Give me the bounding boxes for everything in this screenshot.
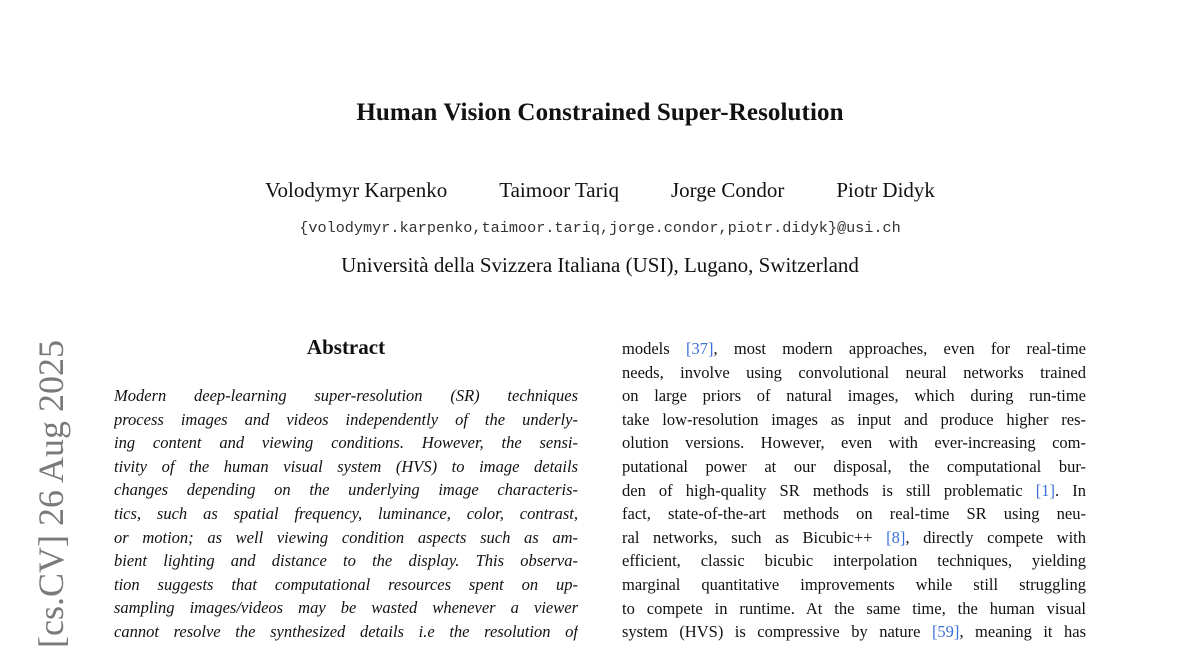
abstract-line: ing content and viewing conditions. However, the sensi- (114, 433, 578, 453)
citation-link[interactable]: [1] (1035, 480, 1056, 500)
author-name: Volodymyr Karpenko (265, 178, 448, 202)
abstract-line: Modern deep-learning super-resolution (SR) techniques (114, 386, 578, 405)
abstract-line: changes depending on the underlying image characteris- (114, 480, 578, 500)
body-line: needs, involve using convolutional neural networks trained (622, 362, 1086, 382)
abstract-heading: Abstract (306, 335, 386, 359)
body-line: olution versions. However, even with ever-increasing com- (622, 433, 1086, 453)
body-line: on large priors of natural images, which during run-time (622, 386, 1086, 406)
affiliation: Università della Svizzera Italiana (USI), Lugano, Switzerland (341, 253, 859, 277)
paper-title: Human Vision Constrained Super-Resolution (356, 99, 844, 126)
body-line: to compete in runtime. At the same time, the human visual (622, 598, 1086, 618)
abstract-line: sampling images/videos may be wasted whenever a viewer (114, 598, 578, 618)
body-line: den of high-quality SR methods is still problematic [1]. In (622, 480, 1086, 500)
arxiv-identifier-stamp: [cs.CV] 26 Aug 2025 (31, 340, 71, 648)
body-line: marginal quantitative improvements while still struggling (622, 574, 1086, 594)
abstract-body (114, 384, 578, 644)
body-line: take low-resolution images as input and produce higher res- (622, 409, 1086, 429)
citation-link[interactable]: [8] (886, 527, 906, 547)
abstract-line: process images and videos independently of the underly- (114, 409, 578, 429)
citation-link[interactable]: [37] (685, 339, 714, 358)
body-line: putational power at our disposal, the computational bur- (622, 456, 1086, 476)
author-name: Piotr Didyk (836, 178, 935, 202)
abstract-line: or motion; as well viewing condition aspects such as am- (114, 527, 578, 547)
abstract-line: bient lighting and distance to the display. This observa- (114, 551, 578, 571)
body-line: models [37], most modern approaches, even for real-time (622, 339, 1086, 358)
author-list (0, 178, 1200, 203)
author-emails: {volodymyr.karpenko,taimoor.tariq,jorge.condor,piotr.didyk}@usi.ch (299, 219, 901, 237)
body-line: fact, state-of-the-art methods on real-time SR using neu- (622, 504, 1086, 524)
body-line: efficient, classic bicubic interpolation techniques, yielding (622, 551, 1086, 571)
author-name: Jorge Condor (670, 178, 785, 202)
abstract-line: cannot resolve the synthesized details i.e the resolution of (114, 621, 578, 641)
body-line: ral networks, such as Bicubic++ [8], directly compete with (622, 527, 1086, 547)
abstract-line: tivity of the human visual system (HVS) to image details (114, 456, 578, 476)
abstract-line: tion suggests that computational resources spent on up- (114, 574, 578, 594)
abstract-line: tics, such as spatial frequency, luminance, color, contrast, (114, 503, 578, 523)
citation-link[interactable]: [59] (931, 622, 960, 642)
author-name: Taimoor Tariq (499, 178, 619, 202)
body-line: system (HVS) is compressive by nature [59], meaning it has (622, 622, 1086, 642)
introduction-body (622, 337, 1086, 644)
